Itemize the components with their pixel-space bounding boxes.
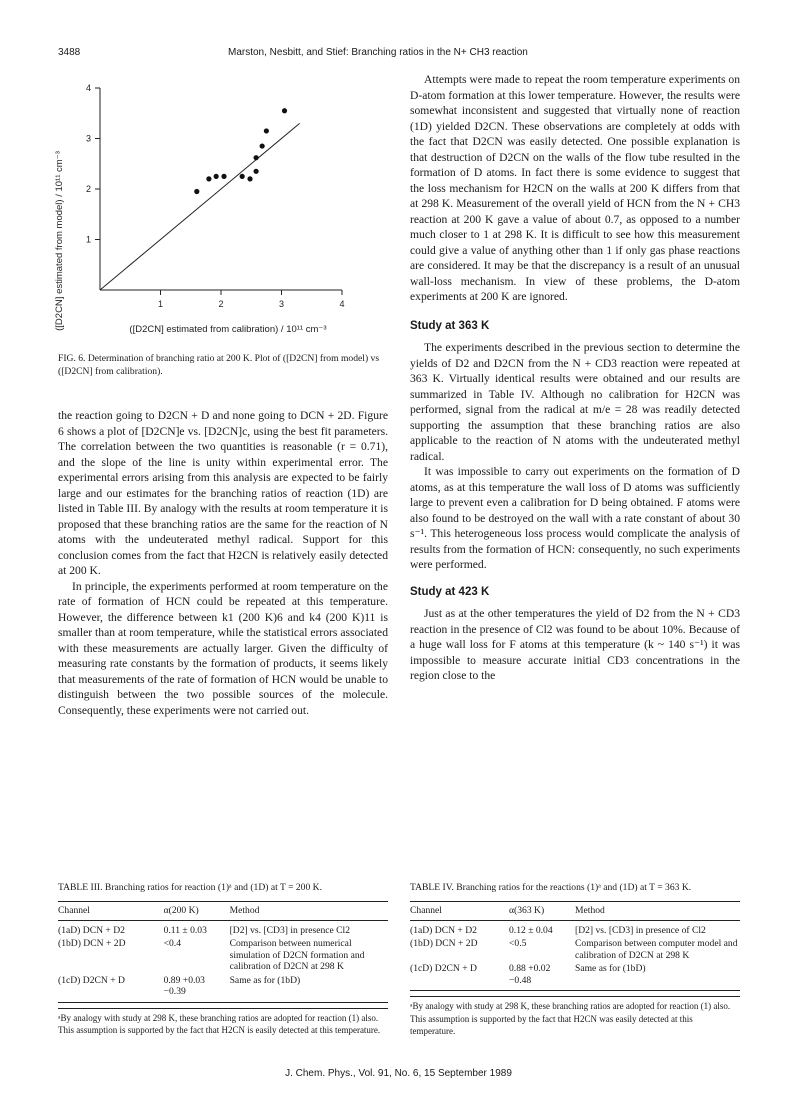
table-row <box>410 920 740 937</box>
data-point <box>214 174 219 179</box>
x-tick-label: 2 <box>218 299 224 309</box>
data-point <box>260 143 265 148</box>
table-3-footnote: ᵃBy analogy with study at 298 K, these branching ratios are adopted for reaction (1) also. This assumption is supported by the fact that H2CN is easily detected at this temperature. <box>58 1008 388 1037</box>
table-cell: 0.11 ± 0.03 <box>163 924 207 936</box>
table-4-footnote: ᵃBy analogy with study at 298 K, these branching ratios are adopted for reaction (1) also. This assumption is supported by the fact that H2CN was easily detected at this temperature. <box>410 996 740 1038</box>
table-cell: 0.89 +0.03 −0.39 <box>164 974 230 1003</box>
y-tick-label: 2 <box>85 184 91 194</box>
right-paragraph-4: Just as at the other temperatures the yield of D2 from the N + CD3 reaction in the presence of Cl2 was found to be about 10%. Because of a huge wall loss for F atoms at this temperature (k ~ 140 s⁻¹) it was impossible to measure accurate initial CD3 concentrations in the region close to the <box>410 607 740 682</box>
table-cell: Comparison between numerical simulation of D2CN formation and calibration of D2CN at 298 K <box>229 938 365 972</box>
figure-caption: FIG. 6. Determination of branching ratio at 200 K. Plot of ([D2CN] from model) vs ([D2CN] from calibration). <box>58 353 380 377</box>
fit-line <box>100 123 300 290</box>
table-row <box>410 937 740 962</box>
table-3-header: α(200 K) <box>164 902 230 921</box>
data-point <box>194 189 199 194</box>
data-point <box>240 174 245 179</box>
table-cell: Comparison between computer model and calibration of D2CN at 298 K <box>575 938 738 961</box>
x-tick-label: 3 <box>278 299 285 309</box>
section-heading-363k: Study at 363 K <box>410 319 490 332</box>
right-column <box>410 72 740 684</box>
table-cell: (1aD) DCN + D2 <box>58 924 125 936</box>
x-tick-label: 4 <box>339 299 345 309</box>
left-paragraph-1: the reaction going to D2CN + D and none going to DCN + 2D. Figure 6 shows a plot of [D2CN]e vs. [D2CN]c, using the best fit parameters. The correlation between the two quantities is reasonable (r = 0.71), and the slope of the line is unity within experimental error. The experimental errors arising from this analysis are expected to be fairly large and our estimates for the branching ratios of reaction (1D) are listed in Table III. By analogy with the results at room temperature it is proposed that these branching ratios are the same for the reaction of N atoms with the undeuterated methyl radical. Support for this conclusion comes from the fact that H2CN is relatively easily detected at 200 K. <box>58 409 388 577</box>
table-cell: [D2] vs. [CD3] in presence of Cl2 <box>575 924 706 936</box>
data-point <box>221 174 226 179</box>
journal-citation: J. Chem. Phys., Vol. 91, No. 6, 15 September 1989 <box>285 1068 512 1079</box>
table-row <box>58 974 388 1003</box>
data-point <box>282 108 287 113</box>
y-tick-label: 4 <box>85 83 91 93</box>
table-row <box>58 937 388 974</box>
section-heading-423k: Study at 423 K <box>410 585 490 598</box>
data-point <box>253 155 258 160</box>
right-paragraph-1: Attempts were made to repeat the room temperature experiments on D-atom formation at this lower temperature. However, the results were somewhat inconsistent and suggested that virtually none of reaction (1D) yielded D2CN. These observations are completely at odds with the fact that D2CN was easily detected. One possible explanation is that destruction of D2CN on the walls of the flow tube resulted in the formation of D atoms. In fact there is some evidence to suggest that the loss mechanism for H2CN on the walls at 200 K differs from that at 298 K. Measurement of the overall yield of HCN from the N + CH3 reaction at 200 K gave a value of about 0.7, as opposed to a number much closer to 1 at 298 K. It is difficult to see how this measurement could give a value of anything other than 1 if only gas phase reactions are considered. It may be that the discrepancy is a result of an unusual wall-loss mechanism. In view of these problems, the D-atom experiments at 200 K are ignored. <box>410 73 740 303</box>
table-3-header: Method <box>230 902 388 921</box>
y-tick-label: 3 <box>85 133 91 144</box>
table-3-header: Channel <box>58 902 164 921</box>
table-row <box>58 920 388 937</box>
right-paragraph-3: It was impossible to carry out experiments on the formation of D atoms, as at this temperature the wall loss of D atoms was sufficiently large to prevent even a calibration for D being obtained. F atoms were also found to be destroyed on the wall with a rate constant of about 30 s⁻¹. This heterogeneous loss process would complicate the analysis of results from the formation of HCN: consequently, no such experiments were performed. <box>410 465 740 571</box>
figure-6-chart <box>40 76 370 344</box>
chart-y-axis-label: ([D2CN] estimated from model) / 10¹¹ cm⁻³ <box>54 151 65 331</box>
x-tick-label: 1 <box>157 299 164 309</box>
table-4 <box>410 882 740 1038</box>
table-3-title: TABLE III. Branching ratios for reaction (1)ᵃ and (1D) at T = 200 K. <box>58 882 323 893</box>
table-row <box>410 962 740 991</box>
table-cell: (1bD) DCN + 2D <box>410 938 478 949</box>
table-cell: (1cD) D2CN + D <box>58 974 164 1003</box>
table-4-header: α(363 K) <box>509 902 575 921</box>
right-paragraph-2: The experiments described in the previous section to determine the yields of D2 and D2CN from the N + CD3 reaction were repeated at 363 K. Virtually identical results were obtained and our results are summarized in Table IV. Although no calibration for H2CN was performed, signal from the radical at m/e = 28 was readily detected supporting the assumption that these branching ratios are also applicable to the reaction of N atoms with the undeuterated methyl radical. <box>410 341 740 463</box>
chart-x-axis-label: ([D2CN] estimated from calibration) / 10¹¹ cm⁻³ <box>129 324 327 335</box>
table-cell: (1aD) DCN + D2 <box>410 924 477 936</box>
table-3 <box>58 882 388 1037</box>
data-point <box>247 176 252 181</box>
y-tick-label: 1 <box>85 234 91 245</box>
table-cell: [D2] vs. [CD3] in presence Cl2 <box>229 924 351 936</box>
running-title: Marston, Nesbitt, and Stief: Branching ratios in the N+ CH3 reaction <box>228 47 528 58</box>
table-cell: (1bD) DCN + 2D <box>58 938 126 949</box>
table-3-grid <box>58 901 388 1003</box>
left-column <box>58 408 388 718</box>
table-cell: <0.5 <box>509 938 527 949</box>
table-cell: Same as for (1bD) <box>230 974 388 1003</box>
table-4-header: Channel <box>410 902 509 921</box>
page-number: 3488 <box>58 47 81 58</box>
table-cell: Same as for (1bD) <box>575 962 740 991</box>
left-paragraph-2: In principle, the experiments performed at room temperature on the rate of formation of HCN could be repeated at this temperature. However, the difference between k1 (200 K)6 and k4 (200 K)11 is smaller than at room temperature, while the statistical errors associated with these measurements are actually larger. Given the difficulty of measuring rate constants by the formation of products, it seems likely that measurements of the rate of formation of HCN would be unable to distinguish between the two possible sources of the molecule. Consequently, these experiments were not carried out. <box>58 579 388 717</box>
table-4-title: TABLE IV. Branching ratios for the reactions (1)ᵃ and (1D) at T = 363 K. <box>410 882 692 893</box>
table-cell: 0.88 +0.02 −0.48 <box>509 962 575 991</box>
table-cell: 0.12 ± 0.04 <box>509 924 553 936</box>
data-point <box>264 128 269 133</box>
data-point <box>206 176 211 181</box>
table-4-header: Method <box>575 902 740 921</box>
table-4-grid <box>410 901 740 991</box>
table-cell: (1cD) D2CN + D <box>410 962 509 991</box>
table-cell: <0.4 <box>163 938 181 949</box>
data-point <box>253 169 258 174</box>
